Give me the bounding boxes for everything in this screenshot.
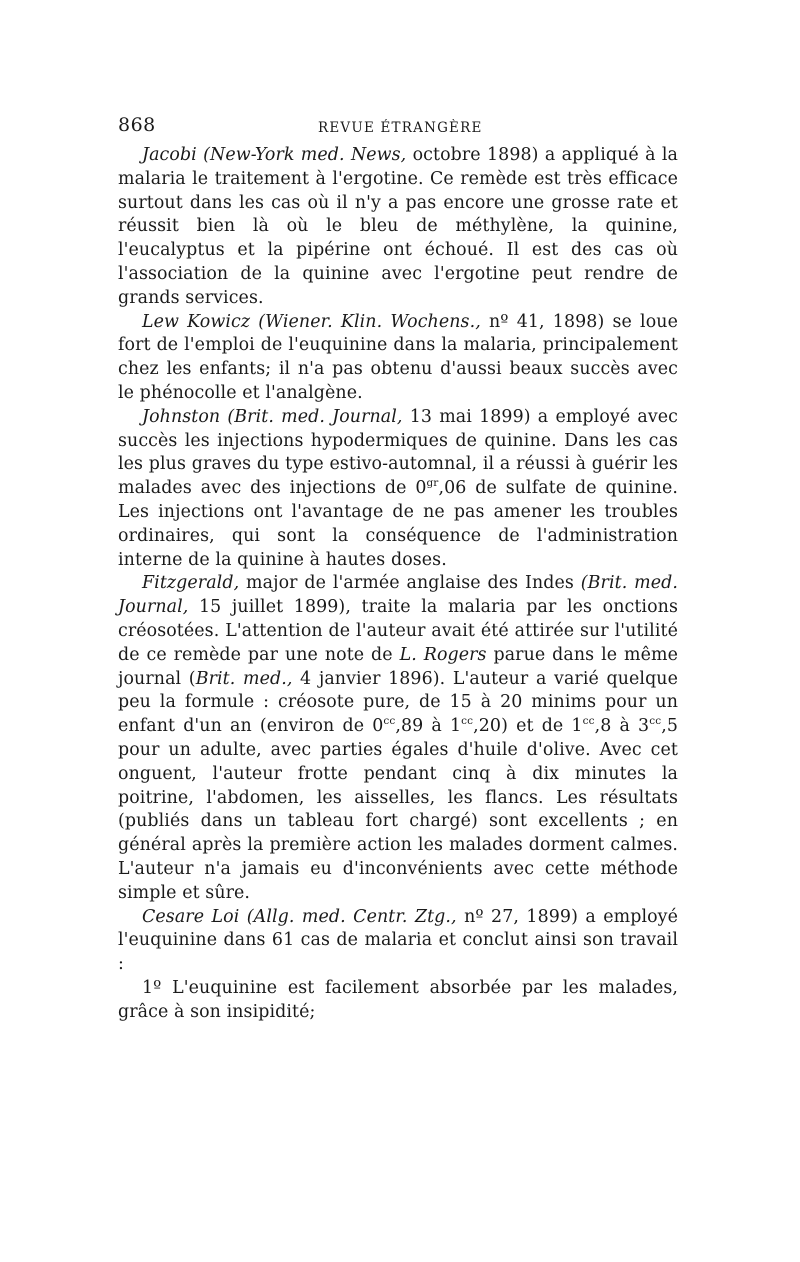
author-name: Cesare Loi (142, 906, 240, 927)
source-citation: (Allg. med. Centr. Ztg., (246, 906, 457, 927)
paragraph-jacobi (118, 144, 678, 311)
source-citation: (Wiener. Klin. Wochens., (258, 311, 481, 332)
source-citation: (Brit. med. Journal, (118, 573, 678, 618)
person-name: L. Rogers (399, 644, 487, 665)
paragraph-text: 1º L'euquinine est facilement absorbée par les malades, grâce à son insipidité; (118, 977, 678, 1022)
source-citation: (Brit. med. Journal, (227, 406, 403, 427)
paragraph-lew-kowicz (118, 311, 678, 406)
paragraph-text: nº 27, 1899) a employé l'euquinine dans 61 cas de malaria et conclut ainsi son travail : (118, 906, 679, 975)
unit-superscript: cc (461, 715, 474, 728)
running-title: REVUE ÉTRANGÈRE (318, 120, 483, 136)
paragraph-text: 4 janvier 1896). L'auteur a varié quelque peu la formule : créosote pure, de 15 à 20 minims pour un enfant d'un an (environ de 0 (118, 668, 678, 737)
author-name: Lew Kowicz (142, 311, 251, 332)
paragraph-fitzgerald (118, 572, 678, 905)
author-name: Johnston (142, 406, 221, 427)
paragraph-text: ,06 de sulfate de quinine. Les injections ont l'avantage de ne pas amener les troubles ordinaires, qui sont la conséquence de l'administration interne de la quinine à hautes doses. (118, 478, 678, 570)
paragraph-text: ,89 à 1 (395, 716, 462, 737)
paragraph-text: 15 juillet 1899), traite la malaria par les onctions créosotées. L'attention de l'auteur avait été attirée sur l'utilité de ce remède par une note de (118, 597, 678, 665)
paragraph-text: 13 mai 1899) a employé avec succès les injections hypodermiques de quinine. Dans les cas les plus graves du type estivo-automnal, il a réussi à guérir les malades avec des injections de 0 (118, 406, 678, 499)
author-name: Jacobi (142, 145, 197, 165)
unit-superscript: gr (426, 477, 439, 490)
unit-superscript: cc (383, 715, 396, 728)
paragraph-text: ,8 à 3 (594, 716, 650, 737)
source-citation: (New-York med. News, (203, 145, 407, 165)
paragraph-text: octobre 1898) a appliqué à la malaria le traitement à l'ergotine. Ce remède est très efficace surtout dans les cas où il n'y a pas encore une grosse rate et réussit bien là où le bleu de méthylène, la quinine, l'eucalyptus et la pipérine ont échoué. Il est des cas où l'association de la quinine avec l'ergotine peut rendre de grands services. (118, 145, 678, 308)
source-citation: Brit. med., (195, 668, 293, 689)
paragraph-text: major de l'armée anglaise des Indes (239, 573, 581, 594)
paragraph-johnston (118, 406, 678, 573)
page-number: 868 (118, 114, 156, 136)
paragraph-text: ,20) et de 1 (473, 716, 583, 737)
paragraph-text: parue dans le même journal ( (118, 644, 678, 689)
unit-superscript: cc (582, 715, 595, 728)
running-head (118, 110, 678, 144)
paragraph-cesare-loi (118, 906, 678, 977)
paragraph-conclusion-1 (118, 977, 678, 1025)
paragraph-text: nº 41, 1898) se loue fort de l'emploi de l'euquinine dans la malaria, principalement chez les enfants; il n'a pas obtenu d'aussi beaux succès avec le phénocolle et l'analgène. (118, 311, 678, 403)
book-page (118, 110, 678, 1024)
author-name: Fitzgerald, (142, 573, 240, 594)
paragraph-text: ,5 pour un adulte, avec parties égales d'huile d'olive. Avec cet onguent, l'auteur frotte pendant cinq à dix minutes la poitrine, l'abdomen, les aisselles, les flancs. Les résultats (publiés dans un tableau fort chargé) sont excellents ; en général après la première action les malades dorment calmes. L'auteur n'a jamais eu d'inconvénients avec cette méthode simple et sûre. (118, 716, 678, 903)
unit-superscript: cc (649, 715, 662, 728)
